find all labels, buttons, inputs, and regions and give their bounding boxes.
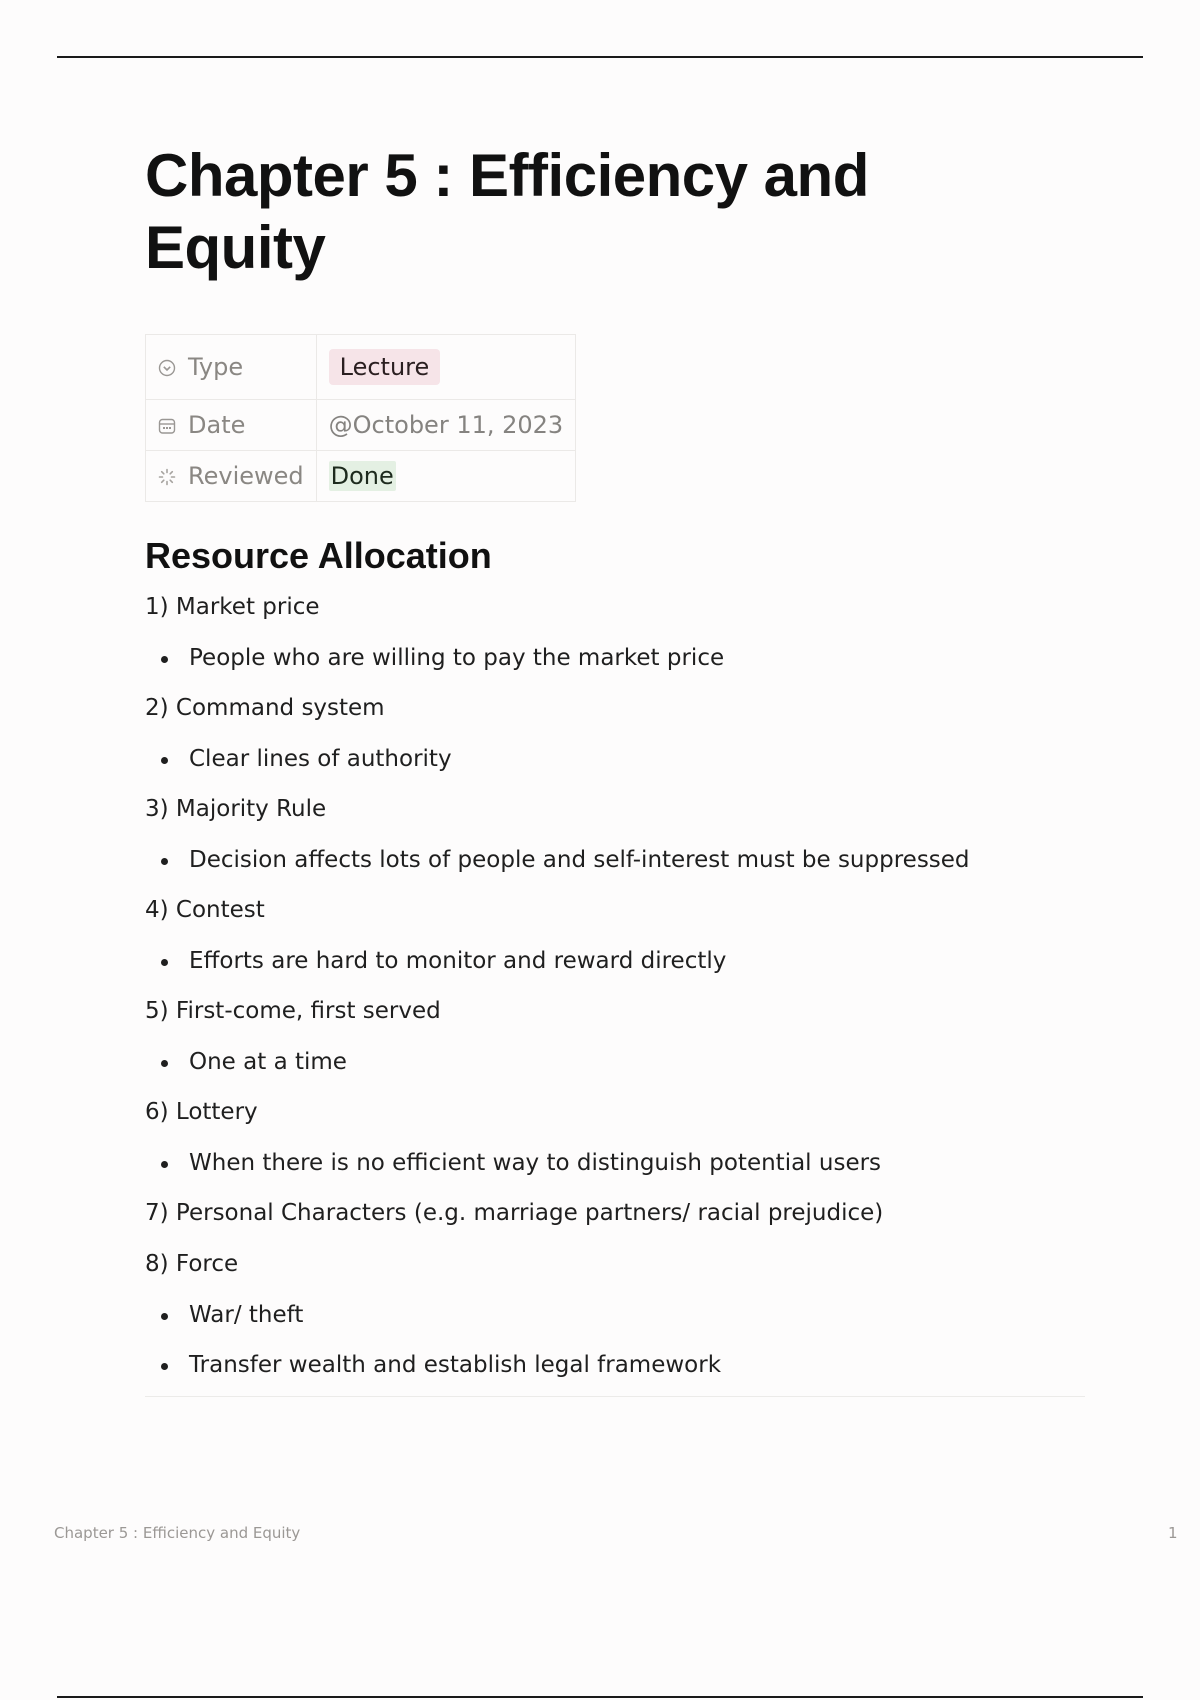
property-name: Reviewed <box>188 462 304 490</box>
property-row-type <box>146 335 576 400</box>
list-item: 6) Lottery <box>145 1099 258 1125</box>
section-heading: Resource Allocation <box>145 535 492 576</box>
property-name-cell <box>146 451 317 502</box>
section-divider <box>145 1396 1085 1397</box>
status-tag[interactable]: Done <box>330 462 394 490</box>
type-select-icon <box>158 359 176 377</box>
type-tag[interactable]: Lecture <box>329 349 441 385</box>
date-value[interactable]: @October 11, 2023 <box>328 411 564 439</box>
property-name-cell <box>146 335 317 400</box>
property-name: Type <box>188 353 244 381</box>
property-row-reviewed <box>146 451 576 502</box>
list-item: 3) Majority Rule <box>145 796 327 822</box>
property-row-date <box>146 400 576 451</box>
footer-title: Chapter 5 : Efficiency and Equity <box>54 1524 301 1542</box>
allocation-list <box>145 592 1085 1380</box>
calendar-icon <box>158 417 176 435</box>
list-item: 4) Contest <box>145 897 265 923</box>
list-item: 2) Command system <box>145 695 385 721</box>
page-content <box>145 140 1085 1397</box>
property-name-cell <box>146 400 317 451</box>
property-name: Date <box>188 411 246 439</box>
bullet-item: Transfer wealth and establish legal framework <box>145 1350 1085 1380</box>
bullet-item: Efforts are hard to monitor and reward directly <box>145 946 1085 976</box>
top-rule <box>57 56 1143 58</box>
bottom-rule <box>57 1696 1143 1698</box>
list-item: 8) Force <box>145 1251 239 1277</box>
list-item: 5) First-come, first served <box>145 998 441 1024</box>
property-value-cell[interactable] <box>316 451 576 502</box>
bullet-item: Decision affects lots of people and self-interest must be suppressed <box>145 845 1085 875</box>
bullet-item: War/ theft <box>145 1300 1085 1330</box>
page-title: Chapter 5 : Efficiency and Equity <box>145 142 869 281</box>
page-number: 1 <box>1168 1524 1178 1542</box>
list-item: 7) Personal Characters (e.g. marriage partners/ racial prejudice) <box>145 1200 884 1226</box>
status-icon <box>158 468 176 486</box>
bullet-item: Clear lines of authority <box>145 744 1085 774</box>
list-item: 1) Market price <box>145 594 320 620</box>
properties-table <box>145 334 576 502</box>
bullet-item: When there is no efficient way to distinguish potential users <box>145 1148 1085 1178</box>
bullet-item: One at a time <box>145 1047 1085 1077</box>
property-value-cell[interactable] <box>316 335 576 400</box>
property-value-cell[interactable] <box>316 400 576 451</box>
bullet-item: People who are willing to pay the market price <box>145 643 1085 673</box>
